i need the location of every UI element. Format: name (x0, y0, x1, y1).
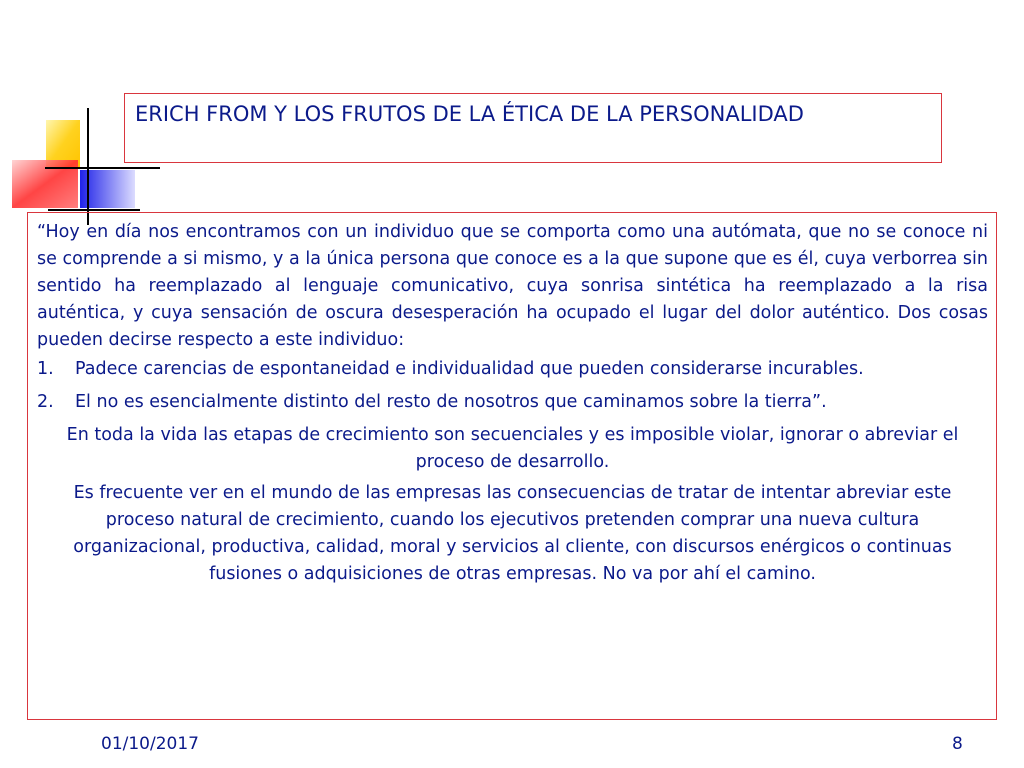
title-box (124, 93, 942, 163)
list-item-number: 2. (37, 392, 54, 412)
stages-paragraph: En toda la vida las etapas de crecimiento son secuenciales y es imposible violar, ignorar o abreviar el proceso de desarrollo. (66, 425, 959, 472)
page-number: 8 (952, 734, 963, 754)
list-item-number: 1. (37, 359, 54, 379)
list-item-text: El no es esencialmente distinto del resto de nosotros que caminamos sobre la tierra”. (75, 392, 827, 412)
content-box (27, 212, 997, 720)
list-item (37, 389, 988, 416)
list-item (37, 356, 988, 383)
list-item-text: Padece carencias de espontaneidad e individualidad que pueden considerarse incurables. (75, 359, 864, 379)
quote-paragraph: “Hoy en día nos encontramos con un individuo que se comporta como una autómata, que no se conoce ni se comprende a si mismo, y a la única persona que conoce es a la que supone que es él, cuya verborrea sin sentido ha reemplazado al lenguaje comunicativo, cuya sonrisa sintética ha reemplazado a la risa auténtica, y cuya sensación de oscura desesperación ha ocupado el lugar del dolor auténtico. Dos cosas pueden decirse respecto a este individuo: (37, 222, 988, 350)
footer-date: 01/10/2017 (101, 734, 199, 754)
numbered-list (37, 356, 988, 416)
slide-title: ERICH FROM Y LOS FRUTOS DE LA ÉTICA DE LA PERSONALIDAD (135, 102, 804, 126)
business-paragraph: Es frecuente ver en el mundo de las empresas las consecuencias de tratar de intentar abreviar este proceso natural de crecimiento, cuando los ejecutivos pretenden comprar una nueva cultura organizacional, productiva, calidad, moral y servicios al cliente, con discursos enérgicos o continuas fusiones o adquisiciones de otras empresas. No va por ahí el camino. (73, 483, 952, 584)
